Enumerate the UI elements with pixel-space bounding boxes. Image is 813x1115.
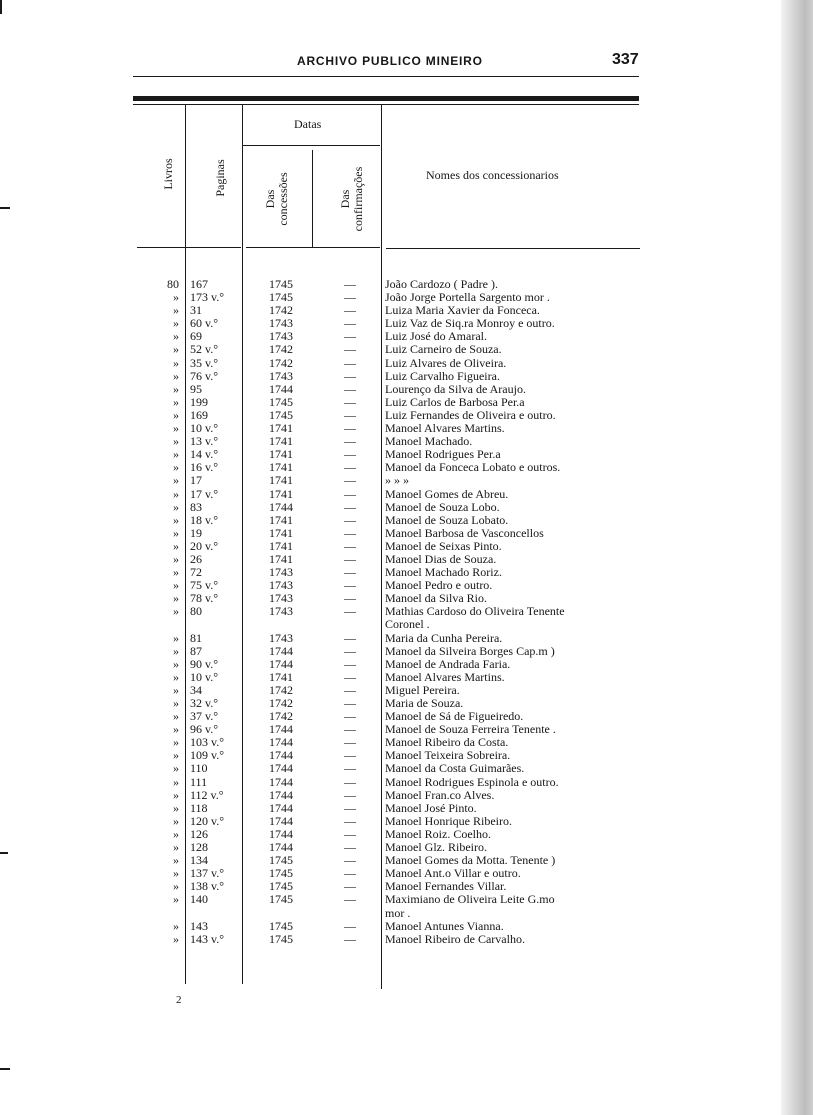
cell-pagina: 19 [190, 525, 202, 540]
header-dotted-rule [133, 76, 639, 77]
cell-livro: » [173, 604, 179, 619]
table-row [0, 762, 813, 775]
cell-data: 1743 [269, 565, 293, 580]
cell-data: 1745 [269, 892, 293, 907]
cell-pagina: 109 v.° [190, 748, 225, 763]
cell-livro: » [173, 512, 179, 527]
header-bottom-rule-right [386, 248, 640, 249]
cell-pagina: 126 [190, 826, 208, 841]
cell-pagina: 35 v.° [190, 355, 219, 370]
cell-nome: Manoel Fran.co Alves. [385, 787, 495, 802]
cell-confirmacao: — [344, 329, 356, 344]
cell-confirmacao: — [344, 787, 356, 802]
cell-nome: Maria de Souza. [385, 696, 464, 710]
table-row [0, 514, 813, 527]
cell-nome: Lourenço da Silva de Araujo. [385, 381, 526, 396]
cell-nome: Manoel Glz. Ribeiro. [385, 840, 487, 855]
cell-confirmacao: — [344, 565, 356, 580]
cell-data: 1744 [269, 774, 293, 789]
table-row [0, 893, 813, 906]
cell-pagina: 60 v.° [190, 316, 219, 331]
table-row [0, 802, 813, 815]
datas-underline [243, 145, 380, 146]
cell-data: 1741 [269, 669, 293, 684]
cell-pagina: 173 v.° [190, 290, 225, 305]
cell-data: 1745 [269, 866, 293, 881]
table-row [0, 474, 813, 487]
cell-livro: » [173, 538, 179, 553]
table-row [0, 920, 813, 933]
cell-confirmacao: — [344, 722, 356, 737]
cell-confirmacao: — [344, 866, 356, 881]
cell-confirmacao: — [344, 669, 356, 684]
cell-nome: Manoel Machado. [385, 434, 473, 449]
cell-livro: » [173, 394, 179, 409]
cell-data: 1742 [269, 709, 293, 724]
cell-nome: Manoel Rodrigues Espinola e outro. [385, 774, 559, 789]
cell-pagina: 13 v.° [190, 434, 219, 449]
table-row [0, 645, 813, 658]
running-title: ARCHIVO PUBLICO MINEIRO [297, 54, 483, 68]
cell-confirmacao: — [344, 460, 356, 475]
cell-nome: Manoel da Silveira Borges Cap.m ) [385, 643, 555, 658]
cell-nome: Manoel da Costa Guimarães. [385, 761, 525, 776]
cell-pagina: 75 v.° [190, 578, 219, 593]
cell-nome: Luiza Maria Xavier da Fonceca. [385, 303, 540, 318]
cell-livro: » [173, 329, 179, 344]
table-row [0, 933, 813, 946]
header-bottom-rule-left [137, 247, 241, 248]
cell-data: 1741 [269, 551, 293, 566]
cell-pagina: 83 [190, 499, 202, 514]
cell-data: 1744 [269, 800, 293, 815]
cell-nome: Luiz Carlos de Barbosa Per.a [385, 394, 525, 409]
cell-data: 1741 [269, 460, 293, 475]
cell-nome: Maria da Cunha Pereira. [385, 630, 503, 645]
cell-livro: » [173, 290, 179, 305]
cell-livro: » [173, 460, 179, 475]
header-nomes: Nomes dos concessionarios [426, 168, 559, 182]
cell-confirmacao: — [344, 394, 356, 409]
table-row [0, 396, 813, 409]
cell-confirmacao: — [344, 709, 356, 724]
margin-tick-bottom [0, 1068, 10, 1070]
cell-data: 1744 [269, 787, 293, 802]
cell-nome: Manoel Teixeira Sobreira. [385, 748, 511, 763]
cell-confirmacao: — [344, 735, 356, 750]
cell-confirmacao: — [344, 447, 356, 462]
cell-data: 1741 [269, 447, 293, 462]
cell-nome: Luiz Alvares de Oliveira. [385, 355, 507, 370]
cell-nome: Manoel Fernandes Villar. [385, 879, 507, 894]
cell-livro: » [173, 800, 179, 815]
table-row [0, 501, 813, 514]
cell-nome: Coronel . [385, 617, 430, 632]
cell-data: 1744 [269, 381, 293, 396]
header-concessoes-line1: Das [263, 189, 277, 209]
table-row [0, 488, 813, 501]
cell-confirmacao: — [344, 918, 356, 933]
cell-livro: » [173, 578, 179, 593]
cell-confirmacao: — [344, 303, 356, 318]
cell-data: 1744 [269, 643, 293, 658]
cell-data: 1744 [269, 656, 293, 671]
cell-nome: Manoel José Pinto. [385, 800, 477, 815]
column-rule-3 [312, 150, 313, 248]
cell-confirmacao: — [344, 538, 356, 553]
cell-confirmacao: — [344, 407, 356, 422]
cell-data: 1741 [269, 421, 293, 436]
cell-pagina: 167 [190, 277, 208, 291]
header-paginas: Paginas [213, 159, 227, 197]
cell-nome: Manoel Barbosa de Vasconcellos [385, 525, 544, 540]
cell-data: 1742 [269, 342, 293, 357]
cell-pagina: 143 [190, 918, 208, 933]
cell-livro: » [173, 421, 179, 436]
cell-pagina: 78 v.° [190, 591, 219, 606]
cell-data: 1741 [269, 486, 293, 501]
cell-confirmacao: — [344, 578, 356, 593]
cell-nome: Manoel da Silva Rio. [385, 591, 487, 606]
cell-livro: » [173, 499, 179, 514]
cell-livro: » [173, 342, 179, 357]
cell-confirmacao: — [344, 368, 356, 383]
cell-nome: Manoel da Fonceca Lobato e outros. [385, 460, 561, 475]
table-row [0, 789, 813, 802]
cell-data: 1741 [269, 434, 293, 449]
cell-nome: Luiz Fernandes de Oliveira e outro. [385, 407, 556, 422]
footer-mark: 2 [176, 994, 182, 1006]
cell-pagina: 199 [190, 394, 208, 409]
cell-livro: » [173, 840, 179, 855]
cell-livro: » [173, 682, 179, 697]
cell-data: 1742 [269, 696, 293, 710]
table-row [0, 540, 813, 553]
cell-data: 1743 [269, 316, 293, 331]
table-row [0, 671, 813, 684]
cell-confirmacao: — [344, 774, 356, 789]
cell-nome: Manoel Alvares Martins. [385, 421, 505, 436]
table-row [0, 632, 813, 645]
cell-pagina: 81 [190, 630, 202, 645]
cell-nome: Manoel de Souza Lobato. [385, 512, 509, 527]
table-row [0, 343, 813, 356]
cell-pagina: 16 v.° [190, 460, 219, 475]
cell-data: 1745 [269, 290, 293, 305]
cell-nome: Manoel de Andrada Faria. [385, 656, 511, 671]
cell-livro: » [173, 761, 179, 776]
table-row [0, 815, 813, 828]
cell-nome: Manoel Rodrigues Per.a [385, 447, 501, 462]
cell-data: 1745 [269, 277, 293, 291]
cell-livro: » [173, 643, 179, 658]
cell-nome: Manoel Gomes da Motta. Tenente ) [385, 853, 556, 868]
cell-confirmacao: — [344, 840, 356, 855]
cell-livro: » [173, 551, 179, 566]
cell-data: 1745 [269, 407, 293, 422]
cell-pagina: 95 [190, 381, 202, 396]
cell-nome: Manoel Ant.o Villar e outro. [385, 866, 521, 881]
cell-nome: Manoel Pedro e outro. [385, 578, 493, 593]
cell-pagina: 103 v.° [190, 735, 225, 750]
cell-nome: Manoel de Sá de Figueiredo. [385, 709, 524, 724]
cell-nome: Mathias Cardoso do Oliveira Tenente [385, 604, 565, 619]
cell-nome: Manoel Ribeiro da Costa. [385, 735, 509, 750]
cell-livro: » [173, 918, 179, 933]
cell-confirmacao: — [344, 879, 356, 894]
margin-tick-top [0, 0, 2, 14]
header-concessoes [264, 156, 290, 242]
cell-livro: » [173, 787, 179, 802]
header-concessoes-line2: concessões [276, 172, 290, 226]
cell-livro: » [173, 656, 179, 671]
cell-confirmacao: — [344, 643, 356, 658]
cell-pagina: 76 v.° [190, 368, 219, 383]
table-row [0, 383, 813, 396]
cell-pagina: 111 [190, 774, 208, 789]
cell-livro: » [173, 748, 179, 763]
cell-confirmacao: — [344, 931, 356, 946]
cell-livro: » [173, 630, 179, 645]
cell-confirmacao: — [344, 682, 356, 697]
cell-data: 1741 [269, 538, 293, 553]
table-row [0, 370, 813, 383]
cell-confirmacao: — [344, 761, 356, 776]
cell-data: 1741 [269, 473, 293, 488]
cell-nome: Miguel Pereira. [385, 682, 460, 697]
cell-livro: » [173, 316, 179, 331]
cell-data: 1741 [269, 512, 293, 527]
cell-pagina: 87 [190, 643, 202, 658]
cell-pagina: 118 [190, 800, 208, 815]
cell-pagina: 140 [190, 892, 208, 907]
cell-confirmacao: — [344, 316, 356, 331]
cell-livro: » [173, 696, 179, 710]
cell-nome: Manoel de Souza Ferreira Tenente . [385, 722, 556, 737]
header-livros: Livros [161, 158, 175, 190]
cell-pagina: 134 [190, 853, 208, 868]
header-confirmacoes-line2: confirmações [351, 166, 365, 232]
cell-confirmacao: — [344, 826, 356, 841]
cell-data: 1742 [269, 355, 293, 370]
page-number: 337 [612, 51, 639, 68]
cell-livro: » [173, 866, 179, 881]
cell-nome: mor . [385, 905, 411, 920]
cell-pagina: 10 v.° [190, 669, 219, 684]
cell-confirmacao: — [344, 512, 356, 527]
cell-livro: » [173, 931, 179, 946]
cell-livro: » [173, 525, 179, 540]
cell-data: 1745 [269, 879, 293, 894]
cell-confirmacao: — [344, 892, 356, 907]
cell-confirmacao: — [344, 290, 356, 305]
cell-pagina: 69 [190, 329, 202, 344]
cell-nome: Manoel de Seixas Pinto. [385, 538, 502, 553]
cell-nome: Manoel Honrique Ribeiro. [385, 813, 512, 828]
table-row [0, 776, 813, 789]
cell-data: 1743 [269, 591, 293, 606]
margin-tick-upper [0, 207, 10, 209]
header-confirmacoes [339, 153, 365, 245]
cell-confirmacao: — [344, 591, 356, 606]
cell-confirmacao: — [344, 800, 356, 815]
cell-nome: Maximiano de Oliveira Leite G.mo [385, 892, 555, 907]
cell-data: 1741 [269, 525, 293, 540]
cell-confirmacao: — [344, 421, 356, 436]
cell-pagina: 112 v.° [190, 787, 224, 802]
cell-nome: Luiz José do Amaral. [385, 329, 487, 344]
cell-nome: Luiz Carneiro de Souza. [385, 342, 502, 357]
cell-confirmacao: — [344, 277, 356, 291]
cell-livro: » [173, 826, 179, 841]
cell-livro: » [173, 774, 179, 789]
cell-pagina: 26 [190, 551, 202, 566]
cell-livro: » [173, 303, 179, 318]
table-body [0, 278, 813, 946]
cell-data: 1745 [269, 853, 293, 868]
cell-pagina: 80 [190, 604, 202, 619]
cell-pagina: 96 v.° [190, 722, 219, 737]
cell-pagina: 32 v.° [190, 696, 219, 710]
cell-nome: João Jorge Portella Sargento mor . [385, 290, 550, 305]
cell-confirmacao: — [344, 434, 356, 449]
cell-livro: » [173, 591, 179, 606]
cell-data: 1745 [269, 394, 293, 409]
cell-confirmacao: — [344, 813, 356, 828]
cell-livro: » [173, 669, 179, 684]
cell-pagina: 169 [190, 407, 208, 422]
cell-confirmacao: — [344, 499, 356, 514]
cell-confirmacao: — [344, 381, 356, 396]
cell-data: 1742 [269, 303, 293, 318]
table-row [0, 907, 813, 920]
table-top-rule-thick [133, 96, 639, 101]
cell-confirmacao: — [344, 525, 356, 540]
cell-data: 1743 [269, 329, 293, 344]
cell-data: 1744 [269, 735, 293, 750]
cell-pagina: 31 [190, 303, 202, 318]
cell-pagina: 17 [190, 473, 202, 488]
cell-confirmacao: — [344, 853, 356, 868]
table-row [0, 618, 813, 631]
cell-nome: Manoel Gomes de Abreu. [385, 486, 509, 501]
cell-pagina: 110 [190, 761, 208, 776]
cell-confirmacao: — [344, 604, 356, 619]
cell-data: 1743 [269, 368, 293, 383]
cell-data: 1745 [269, 931, 293, 946]
cell-confirmacao: — [344, 748, 356, 763]
cell-nome: Manoel de Souza Lobo. [385, 499, 500, 514]
cell-livro: » [173, 368, 179, 383]
cell-nome: Luiz Vaz de Siq.ra Monroy e outro. [385, 316, 555, 331]
cell-livro: » [173, 473, 179, 488]
cell-livro: » [173, 722, 179, 737]
cell-data: 1744 [269, 722, 293, 737]
cell-livro: » [173, 892, 179, 907]
cell-nome: Manoel Roiz. Coelho. [385, 826, 491, 841]
cell-data: 1744 [269, 748, 293, 763]
cell-pagina: 20 v.° [190, 538, 219, 553]
cell-data: 1743 [269, 604, 293, 619]
cell-data: 1743 [269, 630, 293, 645]
cell-data: 1744 [269, 826, 293, 841]
cell-livro: » [173, 853, 179, 868]
cell-livro: » [173, 434, 179, 449]
cell-pagina: 37 v.° [190, 709, 219, 724]
cell-confirmacao: — [344, 656, 356, 671]
cell-nome: Manoel Ribeiro de Carvalho. [385, 931, 525, 946]
cell-confirmacao: — [344, 630, 356, 645]
cell-pagina: 52 v.° [190, 342, 219, 357]
cell-data: 1744 [269, 761, 293, 776]
cell-livro: » [173, 813, 179, 828]
cell-pagina: 10 v.° [190, 421, 219, 436]
cell-pagina: 18 v.° [190, 512, 219, 527]
cell-livro: » [173, 355, 179, 370]
cell-livro: » [173, 447, 179, 462]
cell-nome: Luiz Carvalho Figueira. [385, 368, 500, 383]
cell-pagina: 128 [190, 840, 208, 855]
cell-nome: Manoel Machado Roriz. [385, 565, 502, 580]
cell-nome: João Cardozo ( Padre ). [385, 277, 498, 291]
cell-data: 1743 [269, 578, 293, 593]
cell-nome: Manoel Alvares Martins. [385, 669, 505, 684]
cell-confirmacao: — [344, 486, 356, 501]
cell-pagina: 137 v.° [190, 866, 225, 881]
table-row [0, 527, 813, 540]
cell-confirmacao: — [344, 696, 356, 710]
cell-pagina: 138 v.° [190, 879, 225, 894]
cell-data: 1744 [269, 813, 293, 828]
table-row [0, 658, 813, 671]
cell-confirmacao: — [344, 355, 356, 370]
cell-data: 1744 [269, 840, 293, 855]
cell-confirmacao: — [344, 342, 356, 357]
cell-livro: » [173, 879, 179, 894]
cell-livro: » [173, 381, 179, 396]
cell-data: 1745 [269, 918, 293, 933]
cell-data: 1744 [269, 499, 293, 514]
cell-livro: » [173, 565, 179, 580]
cell-livro: » [173, 407, 179, 422]
cell-data: 1742 [269, 682, 293, 697]
cell-livro: » [173, 486, 179, 501]
table-top-rule-thin [133, 104, 639, 105]
cell-pagina: 34 [190, 682, 202, 697]
cell-pagina: 143 v.° [190, 931, 225, 946]
cell-pagina: 17 v.° [190, 486, 219, 501]
cell-livro: » [173, 735, 179, 750]
cell-confirmacao: — [344, 551, 356, 566]
cell-livro: 80 [167, 277, 179, 291]
header-confirmacoes-line1: Das [338, 189, 352, 209]
cell-pagina: 72 [190, 565, 202, 580]
cell-nome: Manoel Antunes Vianna. [385, 918, 504, 933]
cell-livro: » [173, 709, 179, 724]
cell-pagina: 120 v.° [190, 813, 225, 828]
cell-pagina: 14 v.° [190, 447, 219, 462]
cell-nome: » » » [385, 473, 409, 488]
header-datas: Datas [294, 117, 322, 131]
header-bottom-rule-mid [246, 247, 380, 248]
cell-pagina: 90 v.° [190, 656, 219, 671]
cell-nome: Manoel Dias de Souza. [385, 551, 497, 566]
cell-confirmacao: — [344, 473, 356, 488]
table-row [0, 357, 813, 370]
